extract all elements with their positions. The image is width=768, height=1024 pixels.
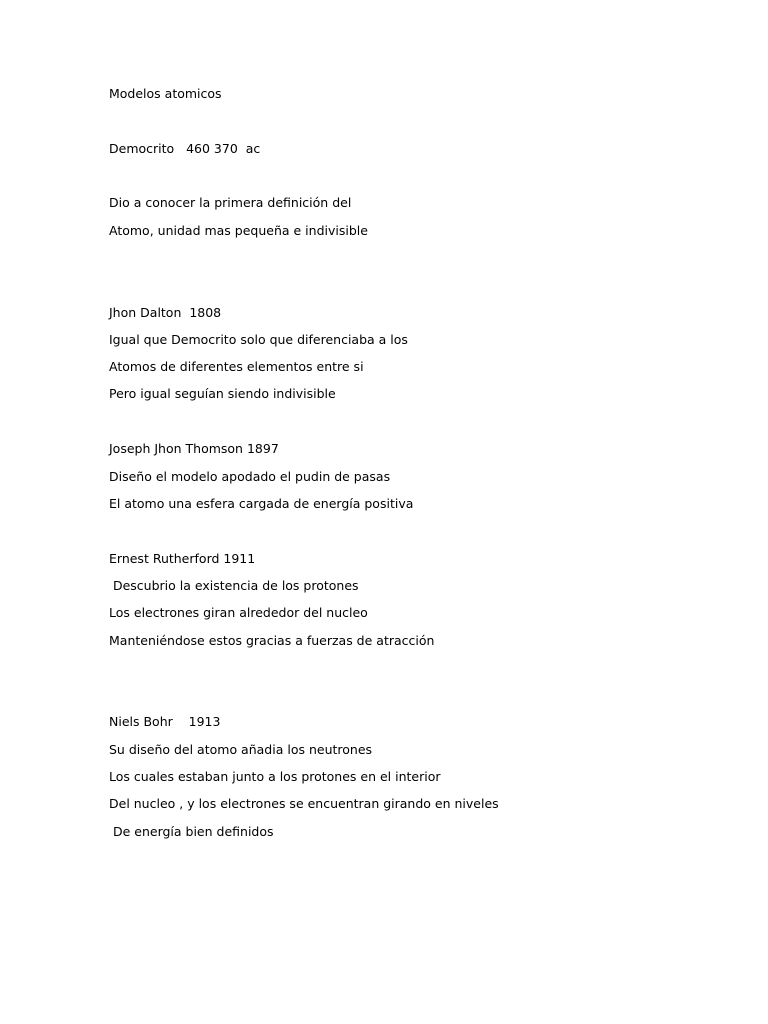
section-heading-thomson: Joseph Jhon Thomson 1897 bbox=[109, 441, 279, 456]
section-line: Manteniéndose estos gracias a fuerzas de atracción bbox=[109, 633, 435, 648]
section-line: Pero igual seguían siendo indivisible bbox=[109, 386, 336, 401]
document-title: Modelos atomicos bbox=[109, 86, 222, 101]
section-line: El atomo una esfera cargada de energía positiva bbox=[109, 496, 414, 511]
section-line: Atomos de diferentes elementos entre si bbox=[109, 359, 364, 374]
section-line: Del nucleo , y los electrones se encuentran girando en niveles bbox=[109, 796, 499, 811]
section-line: Su diseño del atomo añadia los neutrones bbox=[109, 742, 373, 757]
section-heading-dalton: Jhon Dalton 1808 bbox=[109, 305, 222, 320]
section-line: Descubrio la existencia de los protones bbox=[109, 578, 359, 593]
section-line: De energía bien definidos bbox=[109, 824, 274, 839]
section-line: Los electrones giran alrededor del nucleo bbox=[109, 605, 368, 620]
section-heading-rutherford: Ernest Rutherford 1911 bbox=[109, 551, 256, 566]
section-heading-democrito: Democrito 460 370 ac bbox=[109, 141, 261, 156]
section-line: Dio a conocer la primera definición del bbox=[109, 195, 352, 210]
section-line: Los cuales estaban junto a los protones en el interior bbox=[109, 769, 441, 784]
section-heading-bohr: Niels Bohr 1913 bbox=[109, 714, 221, 729]
section-line: Diseño el modelo apodado el pudin de pasas bbox=[109, 469, 391, 484]
section-line: Atomo, unidad mas pequeña e indivisible bbox=[109, 223, 368, 238]
section-line: Igual que Democrito solo que diferenciaba a los bbox=[109, 332, 408, 347]
